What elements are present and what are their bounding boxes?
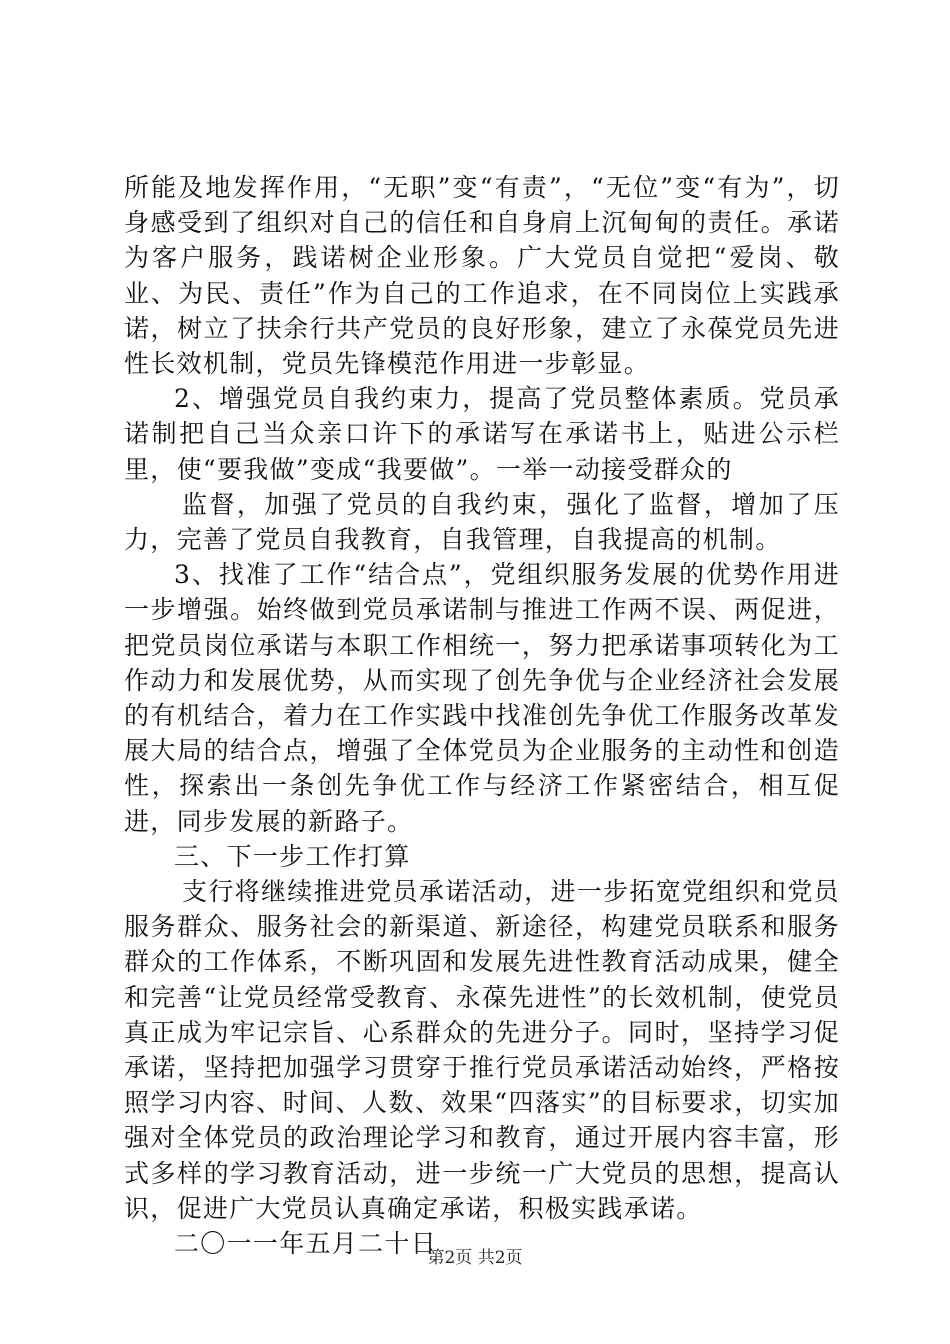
document-date: 二〇一一年五月二十日 (174, 1229, 438, 1259)
paragraph-continuation: 所能及地发挥作用，“无职”变“有责”，“无位”变“有为”，切身感受到了组织对自己的信任和自身肩上沉甸甸的责任。承诺为客户服务，践诺树企业形象。广大党员自觉把“爱岗、敬业、为民、责任”作为自己的工作追求，在不同岗位上实践承诺，树立了扶余行共产党员的良好形象，建立了永葆党员先进性长效机制，党员先锋模范作用进一步彰显。 (124, 173, 840, 379)
paragraph-point-3: 3、找准了工作“结合点”，党组织服务发展的优势作用进一步增强。始终做到党员承诺制与推进工作两不误、两促进，把党员岗位承诺与本职工作相统一，努力把承诺事项转化为工作动力和发展优势，从而实现了创先争优与企业经济社会发展的有机结合，着力在工作实践中找准创先争优工作服务改革发展大局的结合点，增强了全体党员为企业服务的主动性和创造性，探索出一条创先争优工作与经济工作紧密结合，相互促进，同步发展的新路子。 (124, 560, 840, 836)
paragraph-point-2-continued: 监督，加强了党员的自我约束，强化了监督，增加了压力，完善了党员自我教育，自我管理，自我提高的机制。 (124, 489, 840, 555)
document-body (124, 170, 840, 1261)
page-footer: 第2页 共2页 (427, 1248, 523, 1268)
paragraph-point-2: 2、增强党员自我约束力，提高了党员整体素质。党员承诺制把自己当众亲口许下的承诺写在承诺书上，贴进公示栏里，使“要我做”变成“我要做”。一举一动接受群众的 (124, 384, 840, 484)
section-heading-next-steps: 三、下一步工作打算 (174, 841, 411, 871)
paragraph-next-steps: 支行将继续推进党员承诺活动，进一步拓宽党组织和党员服务群众、服务社会的新渠道、新途径，构建党员联系和服务群众的工作体系，不断巩固和发展先进性教育活动成果，健全和完善“让党员经常受教育、永葆先进性”的长效机制，使党员真正成为牢记宗旨、心系群众的先进分子。同时，坚持学习促承诺，坚持把加强学习贯穿于推行党员承诺活动始终，严格按照学习内容、时间、人数、效果“四落实”的目标要求，切实加强对全体党员的政治理论学习和教育，通过开展内容丰富，形式多样的学习教育活动，进一步统一广大党员的思想，提高认识，促进广大党员认真确定承诺，积极实践承诺。 (124, 877, 840, 1223)
